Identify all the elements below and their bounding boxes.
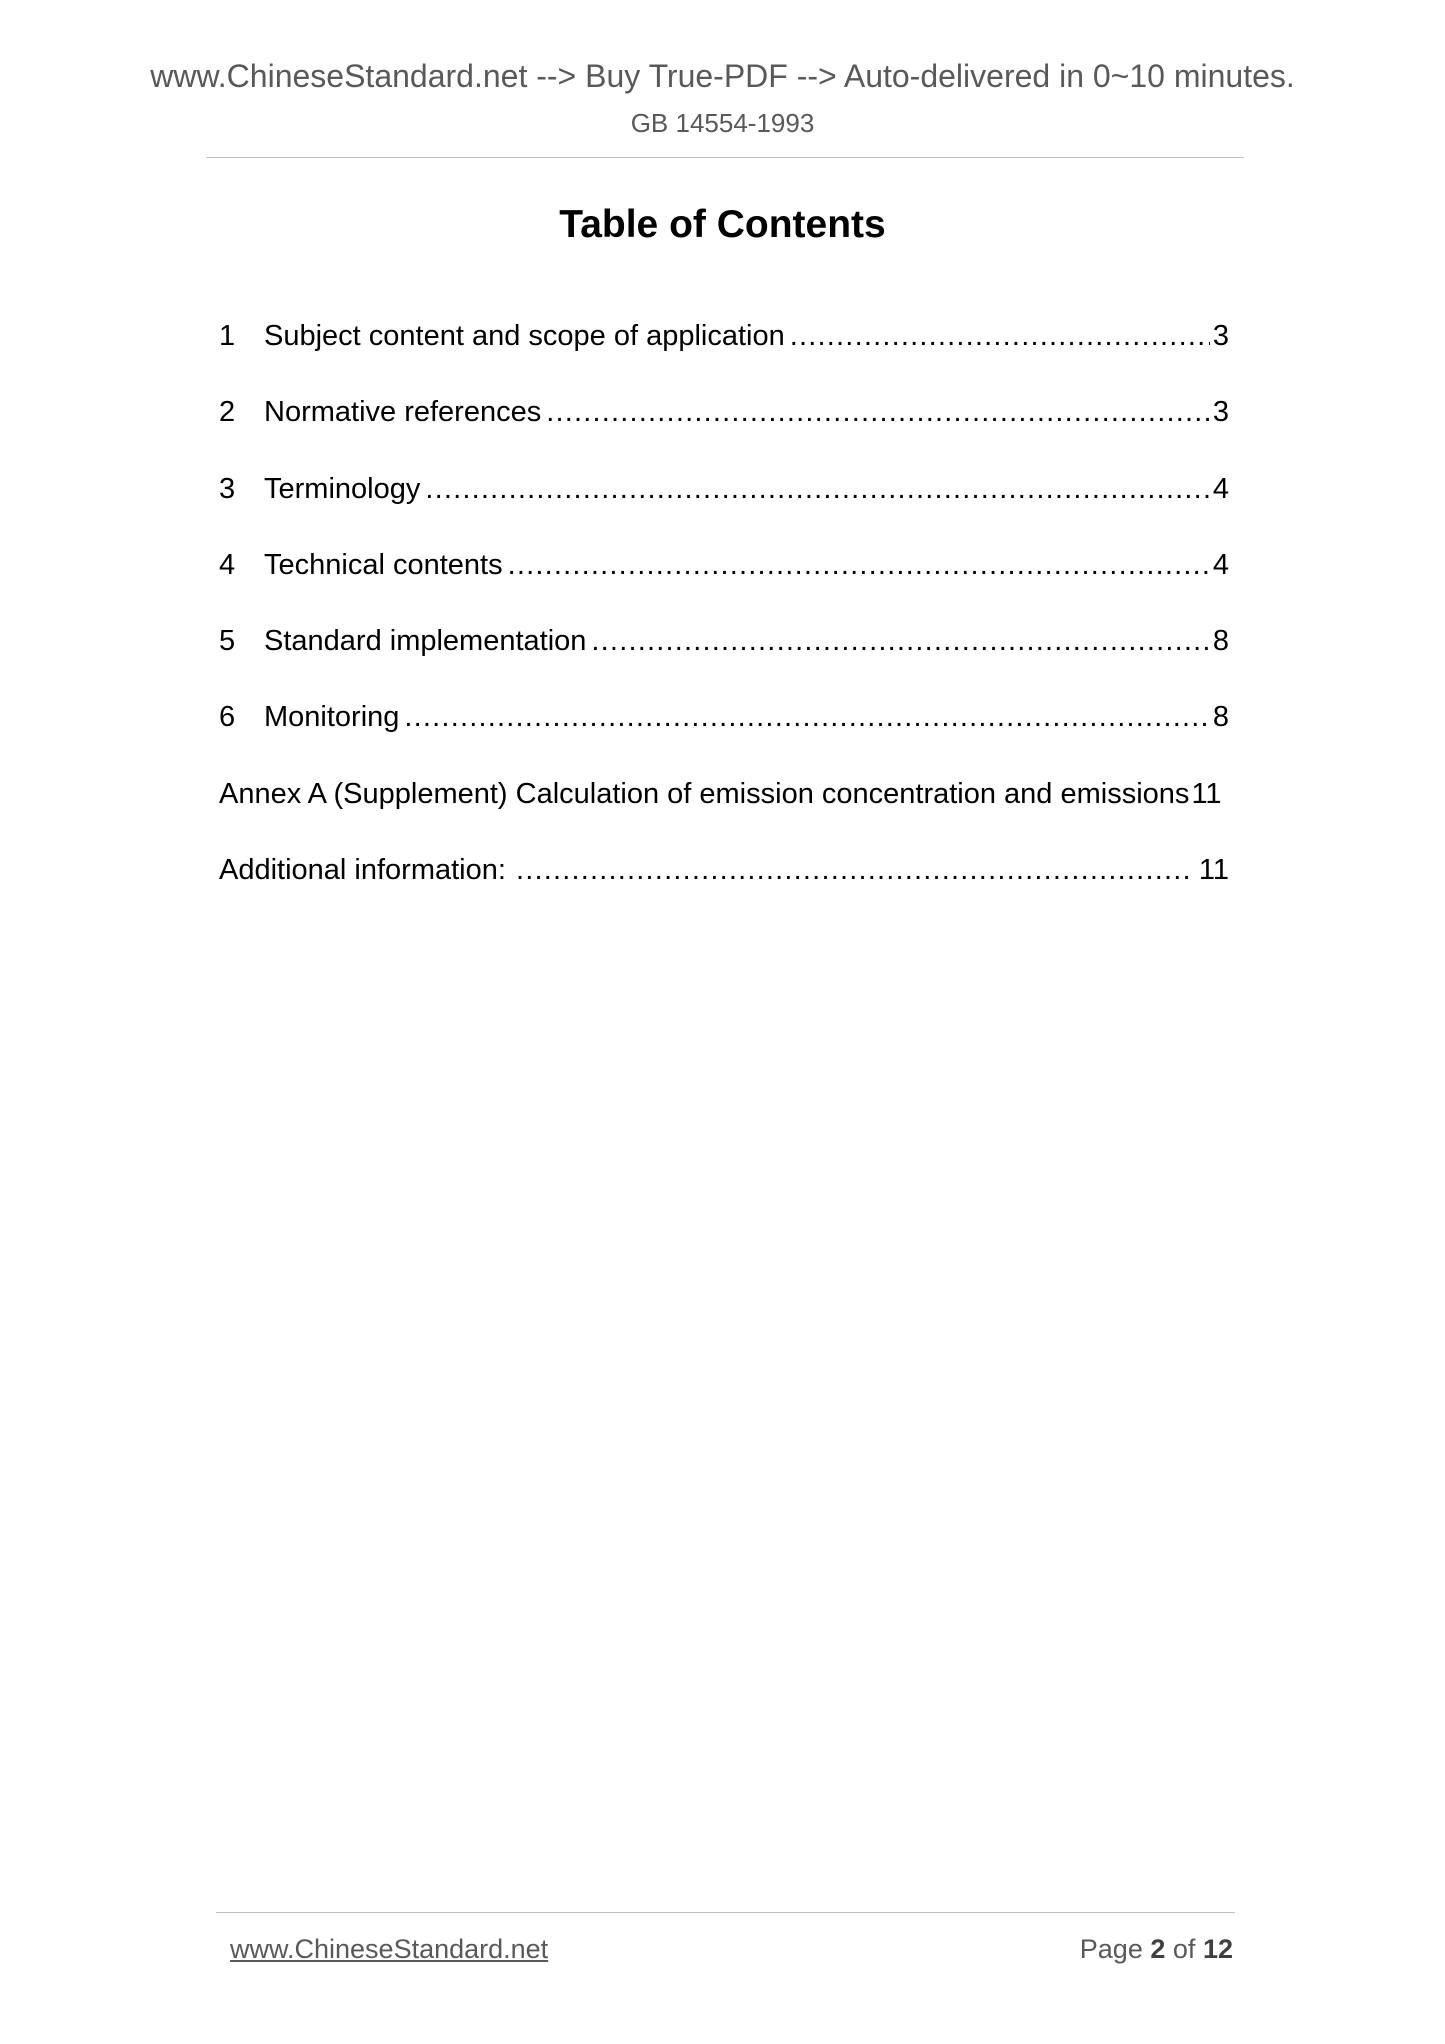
of-word: of: [1172, 1934, 1196, 1964]
toc-entry-annex-a[interactable]: [219, 778, 1229, 854]
toc-entry-title: Additional information:: [219, 854, 506, 887]
toc-entry-number: 4: [219, 548, 236, 581]
toc-entry-number: 3: [219, 472, 236, 505]
toc-entry-title: Normative references: [264, 396, 542, 429]
toc-entry-number: 6: [219, 701, 236, 734]
header-divider: [206, 157, 1244, 158]
toc-leader-dots: [516, 854, 1191, 887]
toc-entry-page: 3: [1212, 396, 1229, 429]
header-banner: www.ChineseStandard.net --> Buy True-PDF --> Auto-delivered in 0~10 minutes.: [150, 58, 1295, 94]
toc-entry-number: 2: [219, 396, 236, 429]
toc-entry-3[interactable]: [219, 473, 1229, 549]
toc-leader-dots: [591, 625, 1209, 658]
toc-list: [219, 320, 1229, 930]
toc-entry-title: Subject content and scope of application: [264, 320, 785, 352]
standard-code: GB 14554-1993: [630, 108, 815, 138]
toc-entry-title: Terminology: [264, 472, 421, 505]
toc-leader-dots: [508, 549, 1210, 582]
toc-entry-title: Monitoring: [264, 701, 400, 734]
page-indicator: [1080, 1934, 1233, 1965]
toc-entry-1[interactable]: [219, 320, 1229, 396]
page-word: Page: [1079, 1934, 1143, 1964]
toc-entry-additional-info[interactable]: [219, 854, 1229, 930]
toc-entry-2[interactable]: [219, 396, 1229, 472]
footer-divider: [216, 1912, 1235, 1913]
toc-title: Table of Contents: [559, 203, 886, 246]
toc-entry-number: 1: [219, 320, 236, 352]
toc-leader-dots: [790, 320, 1210, 353]
toc-entry-page: 11: [1198, 854, 1229, 887]
toc-entry-5[interactable]: [219, 625, 1229, 701]
toc-entry-title: Annex A (Supplement) Calculation of emission concentration and emissions: [219, 777, 1190, 810]
toc-leader-dots: [404, 701, 1209, 734]
toc-entry-title: Standard implementation: [264, 625, 587, 658]
toc-leader-dots: [425, 473, 1210, 506]
toc-leader-dots: [546, 396, 1210, 429]
toc-entry-title: Technical contents: [264, 548, 503, 581]
current-page-number: 2: [1150, 1934, 1166, 1964]
toc-entry-page: 4: [1212, 472, 1229, 505]
total-pages-number: 12: [1202, 1934, 1233, 1964]
toc-entry-page: 8: [1212, 701, 1229, 734]
toc-entry-4[interactable]: [219, 549, 1229, 625]
toc-entry-page: 8: [1212, 625, 1229, 658]
toc-entry-page: 4: [1212, 548, 1229, 581]
toc-entry-page: 3: [1212, 320, 1229, 352]
toc-entry-page: 11: [1191, 777, 1222, 810]
toc-entry-6[interactable]: [219, 701, 1229, 777]
footer-site-link[interactable]: www.ChineseStandard.net: [230, 1934, 549, 1964]
toc-entry-number: 5: [219, 625, 236, 658]
